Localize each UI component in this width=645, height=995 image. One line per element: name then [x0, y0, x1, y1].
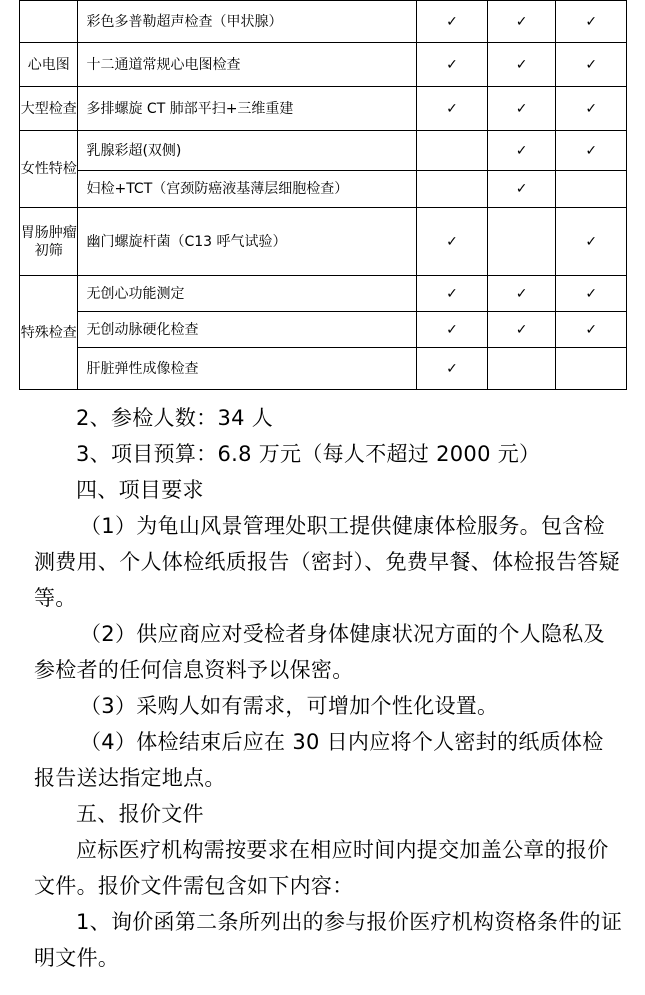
check-mark-icon: ✓ [515, 181, 528, 197]
mark-cell [556, 208, 627, 276]
mark-cell [417, 312, 488, 348]
check-mark-icon: ✓ [585, 142, 598, 159]
category-cell: 特殊检查 [20, 276, 78, 390]
table-row [20, 131, 627, 171]
mark-cell [556, 87, 627, 131]
mark-cell [556, 1, 627, 43]
check-mark-icon: ✓ [585, 100, 598, 117]
mark-cell [487, 1, 556, 43]
category-cell [20, 1, 78, 43]
check-mark-icon: ✓ [585, 285, 598, 302]
check-mark-icon: ✓ [446, 321, 458, 338]
mark-cell [487, 43, 556, 87]
check-mark-icon: ✓ [446, 285, 458, 302]
mark-cell [556, 171, 627, 208]
mark-cell [556, 43, 627, 87]
mark-cell [417, 43, 488, 87]
check-mark-icon: ✓ [446, 360, 458, 377]
mark-cell [487, 348, 556, 390]
item-cell: 多排螺旋 CT 肺部平扫+三维重建 [78, 87, 417, 131]
table-row [20, 1, 627, 43]
requirement-1: （1）为龟山风景管理处职工提供健康体检服务。包含检测费用、个人体检纸质报告（密封）、免费早餐、体检报告答疑等。 [34, 514, 620, 610]
mark-cell [487, 312, 556, 348]
check-mark-icon: ✓ [515, 321, 528, 338]
check-mark-icon: ✓ [446, 100, 458, 117]
item-cell: 彩色多普勒超声检查（甲状腺） [78, 1, 417, 43]
category-cell: 胃肠肿瘤初筛 [20, 208, 78, 276]
project-budget: 3、项目预算：6.8 万元（每人不超过 2000 元） [76, 442, 541, 466]
requirement-4: （4）体检结束后应在 30 日内应将个人密封的纸质体检报告送达指定地点。 [34, 730, 604, 790]
mark-cell [556, 312, 627, 348]
table-row [20, 87, 627, 131]
mark-cell [417, 131, 488, 171]
check-mark-icon: ✓ [446, 56, 458, 73]
check-mark-icon: ✓ [585, 321, 598, 338]
category-cell: 女性特检 [20, 131, 78, 208]
table-row [20, 312, 627, 348]
requirement-3: （3）采购人如有需求，可增加个性化设置。 [80, 694, 499, 718]
table-row [20, 348, 627, 390]
section-heading-requirements: 四、项目要求 [76, 478, 204, 502]
check-mark-icon: ✓ [446, 13, 458, 30]
section-heading-quotation: 五、报价文件 [76, 802, 204, 826]
category-cell: 心电图 [20, 43, 78, 87]
check-mark-icon: ✓ [515, 13, 528, 30]
mark-cell [487, 87, 556, 131]
mark-cell [487, 208, 556, 276]
check-mark-icon: ✓ [515, 285, 528, 302]
item-cell: 肝脏弹性成像检查 [78, 348, 417, 390]
item-cell: 无创动脉硬化检查 [78, 312, 417, 348]
item-cell: 幽门螺旋杆菌（C13 呼气试验） [78, 208, 417, 276]
check-mark-icon: ✓ [446, 233, 458, 250]
mark-cell [487, 276, 556, 312]
requirement-2: （2）供应商应对受检者身体健康状况方面的个人隐私及参检者的任何信息资料予以保密。 [34, 622, 605, 682]
category-cell: 大型检查 [20, 87, 78, 131]
quotation-item-1: 1、询价函第二条所列出的参与报价医疗机构资格条件的证明文件。 [34, 910, 623, 970]
check-mark-icon: ✓ [585, 56, 598, 73]
item-cell: 无创心功能测定 [78, 276, 417, 312]
check-mark-icon: ✓ [585, 13, 598, 30]
mark-cell [556, 348, 627, 390]
table-row [20, 276, 627, 312]
table-row [20, 43, 627, 87]
item-cell: 妇检+TCT（宫颈防癌液基薄层细胞检查） [78, 171, 417, 208]
item-cell: 十二通道常规心电图检查 [78, 43, 417, 87]
check-mark-icon: ✓ [585, 233, 598, 250]
check-mark-icon: ✓ [515, 56, 528, 73]
mark-cell [487, 171, 556, 208]
mark-cell [556, 276, 627, 312]
mark-cell [417, 348, 488, 390]
check-mark-icon: ✓ [515, 142, 528, 159]
mark-cell [417, 171, 488, 208]
item-cell: 乳腺彩超(双侧) [78, 131, 417, 171]
mark-cell [556, 131, 627, 171]
mark-cell [417, 276, 488, 312]
mark-cell [417, 208, 488, 276]
mark-cell [417, 87, 488, 131]
check-mark-icon: ✓ [515, 100, 528, 117]
table-row [20, 171, 627, 208]
mark-cell [487, 131, 556, 171]
body-text [34, 400, 624, 976]
table-row [20, 208, 627, 276]
exam-items-table [19, 0, 627, 390]
quotation-intro: 应标医疗机构需按要求在相应时间内提交加盖公章的报价文件。报价文件需包含如下内容： [34, 838, 609, 898]
participant-count: 2、参检人数：34 人 [76, 406, 274, 430]
mark-cell [417, 1, 488, 43]
